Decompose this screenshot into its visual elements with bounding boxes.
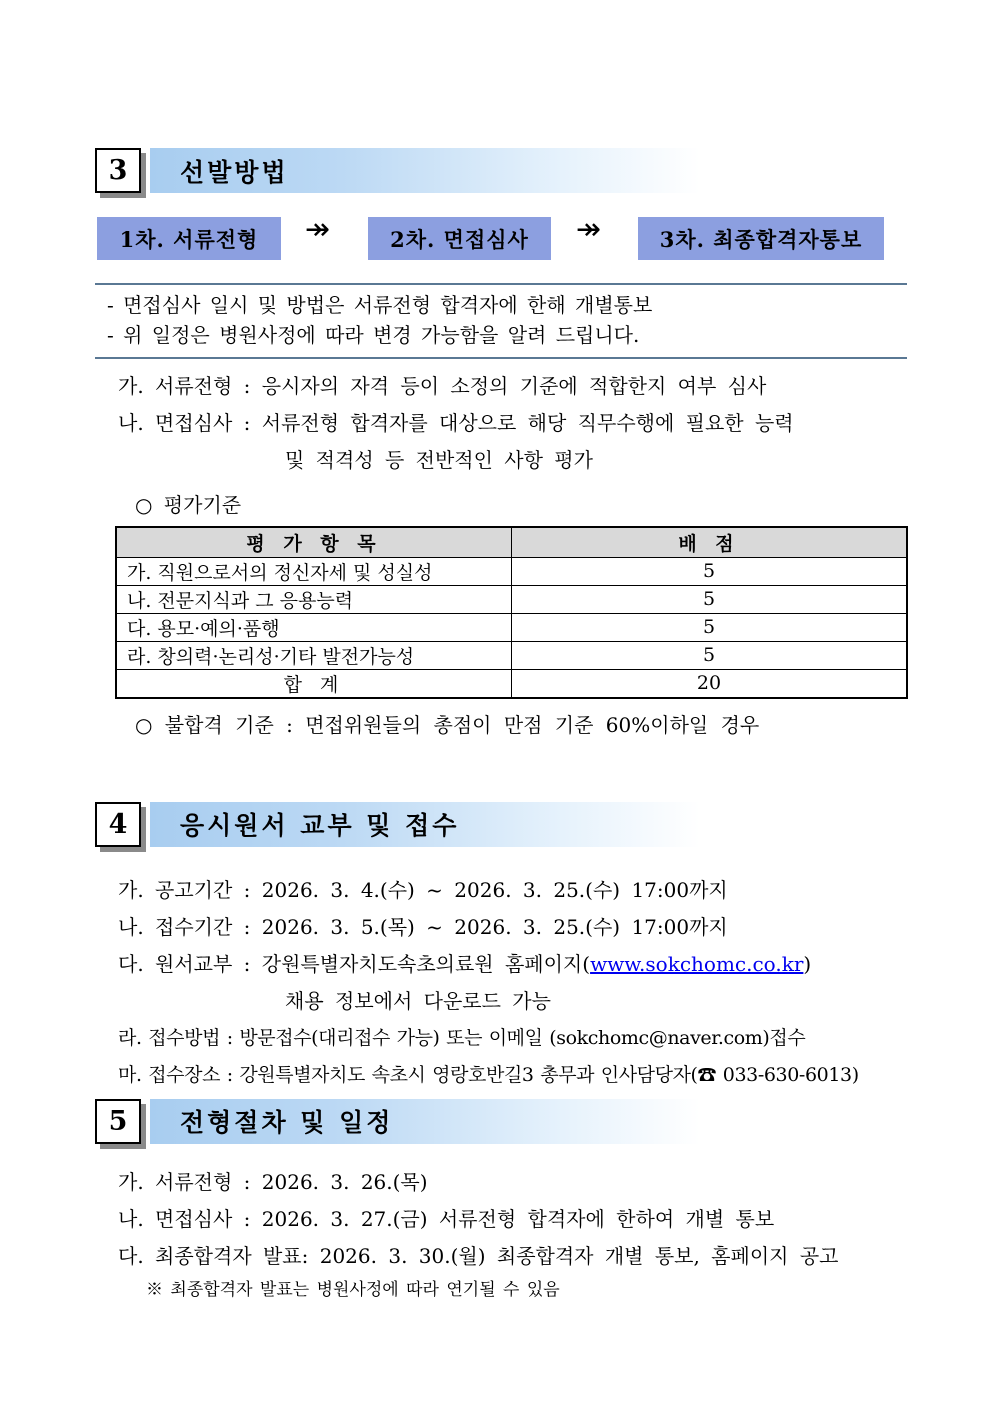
item-final-announcement: 다. 최종합격자 발표: 2026. 3. 30.(월) 최종합격자 개별 통보, 홈페이지 공고 xyxy=(118,1243,839,1268)
section5-header xyxy=(95,1099,992,1146)
table-row xyxy=(116,613,907,641)
flow-step-1-label: 1차. 서류전형 xyxy=(119,226,259,252)
item-submission-method: 라. 접수방법 : 방문접수(대리접수 가능) 또는 이메일 (sokchomc@naver.com)접수 xyxy=(118,1026,806,1049)
flow-notes xyxy=(95,283,907,359)
fail-criteria-note: ○ 불합격 기준 : 면접위원들의 총점이 만점 기준 60%이하일 경우 xyxy=(135,712,760,737)
section4-header xyxy=(95,802,992,849)
item-application-period: 나. 접수기간 : 2026. 3. 5.(목) ~ 2026. 3. 25.(수) 17:00까지 xyxy=(118,914,728,939)
arrow-right-icon: ↠ xyxy=(305,212,331,247)
header-criteria: 평 가 항 목 xyxy=(116,527,512,557)
criteria-cell: 나. 전문지식과 그 응용능력 xyxy=(116,585,512,613)
item-interview: 나. 면접심사 : 서류전형 합격자를 대상으로 해당 직무수행에 필요한 능력 xyxy=(118,411,794,435)
section3-title-bar xyxy=(150,148,700,193)
section3-items xyxy=(118,368,992,479)
total-label-cell: 합 계 xyxy=(116,669,512,698)
section5-title-bar xyxy=(150,1099,700,1144)
item-submission-place: 마. 접수장소 : 강원특별자치도 속초시 영랑호반길3 총무과 인사담당자(☎ 033-630-6013) xyxy=(118,1063,859,1086)
flow-note-1: - 면접심사 일시 및 방법은 서류전형 합격자에 한해 개별통보 xyxy=(107,293,653,317)
criteria-bullet: ○ 평가기준 xyxy=(135,493,242,517)
criteria-cell: 다. 용모·예의·품행 xyxy=(116,613,512,641)
evaluation-table xyxy=(115,526,908,699)
item-notice-period: 가. 공고기간 : 2026. 3. 4.(수) ~ 2026. 3. 25.(수) 17:00까지 xyxy=(118,877,728,902)
section5-number-box xyxy=(95,1099,141,1144)
selection-flow xyxy=(97,217,992,260)
flow-step-3 xyxy=(638,217,884,260)
table-total-row xyxy=(116,669,907,698)
section5-items xyxy=(118,1164,992,1305)
item-interview-date: 나. 면접심사 : 2026. 3. 27.(금) 서류전형 합격자에 한하여 개별 통보 xyxy=(118,1206,775,1231)
final-announcement-footnote: ※ 최종합격자 발표는 병원사정에 따라 연기될 수 있음 xyxy=(146,1279,560,1300)
section4-number: 4 xyxy=(108,808,128,840)
section3-number: 3 xyxy=(108,155,128,186)
form-distribution-suffix: ) xyxy=(803,951,812,976)
criteria-cell: 라. 창의력·논리성·기타 발전가능성 xyxy=(116,641,512,669)
section4-items xyxy=(118,872,992,1094)
flow-step-2-label: 2차. 면접심사 xyxy=(390,226,529,252)
section3-number-box xyxy=(95,148,141,193)
item-interview-cont: 및 적격성 등 전반적인 사항 평가 xyxy=(285,448,593,472)
form-distribution-text: 다. 원서교부 : 강원특별자치도속초의료원 홈페이지( xyxy=(118,951,591,976)
flow-step-3-label: 3차. 최종합격자통보 xyxy=(659,226,863,252)
table-row xyxy=(116,641,907,669)
website-link[interactable]: www.sokchomc.co.kr xyxy=(590,951,804,976)
flow-note-2: - 위 일정은 병원사정에 따라 변경 가능함을 알려 드립니다. xyxy=(107,323,640,347)
table-row xyxy=(116,557,907,585)
arrow-right-icon: ↠ xyxy=(576,212,602,247)
item-form-distribution-cont: 채용 정보에서 다운로드 가능 xyxy=(285,988,551,1013)
item-form-distribution xyxy=(118,946,992,983)
section5-number: 5 xyxy=(108,1105,128,1137)
table-header-row xyxy=(116,527,907,557)
section5-title: 전형절차 및 일정 xyxy=(180,1108,394,1137)
total-score-cell: 20 xyxy=(512,669,908,698)
score-cell: 5 xyxy=(512,585,908,613)
score-cell: 5 xyxy=(512,557,908,585)
section3-title: 선발방법 xyxy=(180,157,289,187)
item-doc-screening-date: 가. 서류전형 : 2026. 3. 26.(목) xyxy=(118,1169,428,1194)
flow-step-2 xyxy=(368,217,551,260)
section3-header xyxy=(95,148,992,195)
top-margin xyxy=(0,0,992,148)
flow-step-1 xyxy=(97,217,281,260)
score-cell: 5 xyxy=(512,641,908,669)
section4-title-bar xyxy=(150,802,700,847)
section4-title: 응시원서 교부 및 접수 xyxy=(180,811,460,840)
score-cell: 5 xyxy=(512,613,908,641)
table-row xyxy=(116,585,907,613)
criteria-cell: 가. 직원으로서의 정신자세 및 성실성 xyxy=(116,557,512,585)
header-score: 배 점 xyxy=(512,527,908,557)
section4-number-box xyxy=(95,802,141,847)
item-screening: 가. 서류전형 : 응시자의 자격 등이 소정의 기준에 적합한지 여부 심사 xyxy=(118,374,767,398)
